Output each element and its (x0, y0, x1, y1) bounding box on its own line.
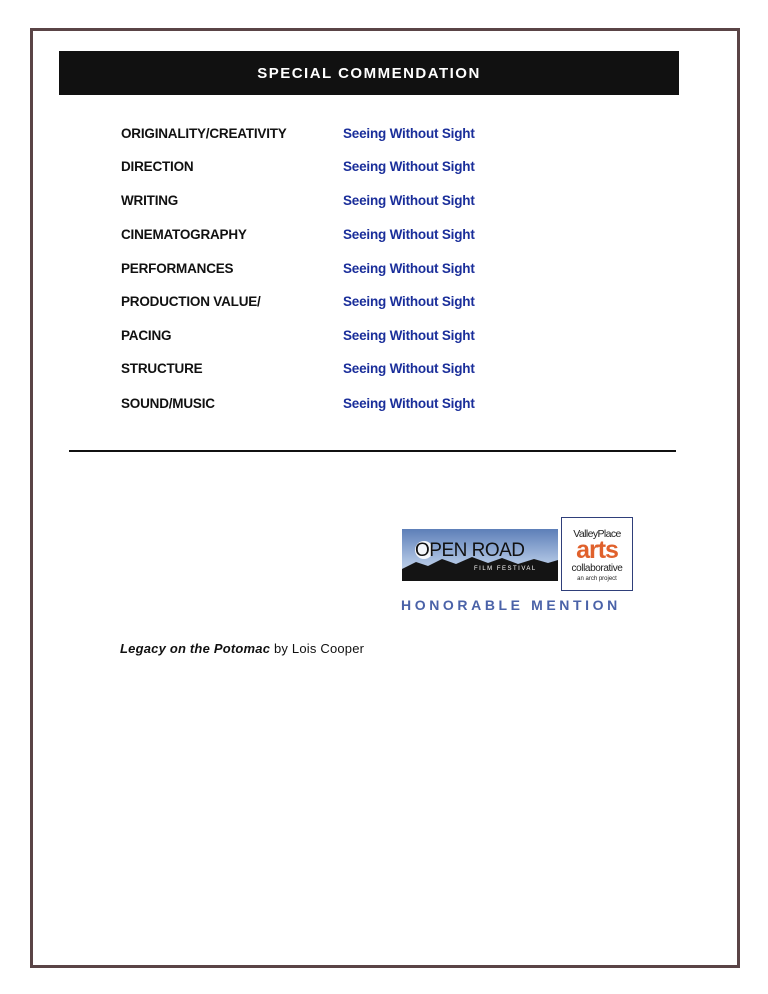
winner-title: Seeing Without Sight (343, 261, 475, 276)
open-road-title: OPEN ROAD (415, 540, 525, 561)
winner-title: Seeing Without Sight (343, 159, 475, 174)
category-label: CINEMATOGRAPHY (121, 227, 247, 242)
entry-title: Legacy on the Potomac (120, 641, 271, 656)
honorable-mention-heading: HONORABLE MENTION (401, 597, 621, 613)
category-label: PACING (121, 328, 172, 343)
award-row (0, 193, 768, 213)
award-row (0, 294, 768, 314)
award-row (0, 227, 768, 247)
category-label: PRODUCTION VALUE/ (121, 294, 261, 309)
open-road-film-festival-logo (402, 529, 558, 581)
honorable-mention-entry (120, 641, 364, 656)
award-row (0, 328, 768, 348)
valley-place-arts-logo (561, 517, 633, 591)
award-row (0, 126, 768, 146)
entry-by: by (273, 641, 289, 656)
open-road-subtitle: FILM FESTIVAL (474, 566, 537, 572)
entry-author: Lois Cooper (291, 641, 365, 656)
section-divider (69, 450, 676, 452)
arch-project-text: an arch project (577, 576, 617, 582)
category-label: DIRECTION (121, 159, 194, 174)
category-label: STRUCTURE (121, 361, 203, 376)
category-label: ORIGINALITY/CREATIVITY (121, 126, 287, 141)
category-label: SOUND/MUSIC (121, 396, 215, 411)
special-commendation-banner (59, 51, 679, 95)
award-row (0, 261, 768, 281)
winner-title: Seeing Without Sight (343, 126, 475, 141)
award-row (0, 361, 768, 381)
winner-title: Seeing Without Sight (343, 294, 475, 309)
valley-place-text: ValleyPlace (573, 528, 621, 540)
winner-title: Seeing Without Sight (343, 328, 475, 343)
award-row (0, 396, 768, 416)
collaborative-text: collaborative (571, 563, 623, 574)
category-label: PERFORMANCES (121, 261, 234, 276)
winner-title: Seeing Without Sight (343, 361, 475, 376)
award-row (0, 159, 768, 179)
category-label: WRITING (121, 193, 179, 208)
banner-title: SPECIAL COMMENDATION (257, 64, 481, 82)
winner-title: Seeing Without Sight (343, 396, 475, 411)
arts-text: arts (576, 536, 618, 564)
winner-title: Seeing Without Sight (343, 227, 475, 242)
winner-title: Seeing Without Sight (343, 193, 475, 208)
